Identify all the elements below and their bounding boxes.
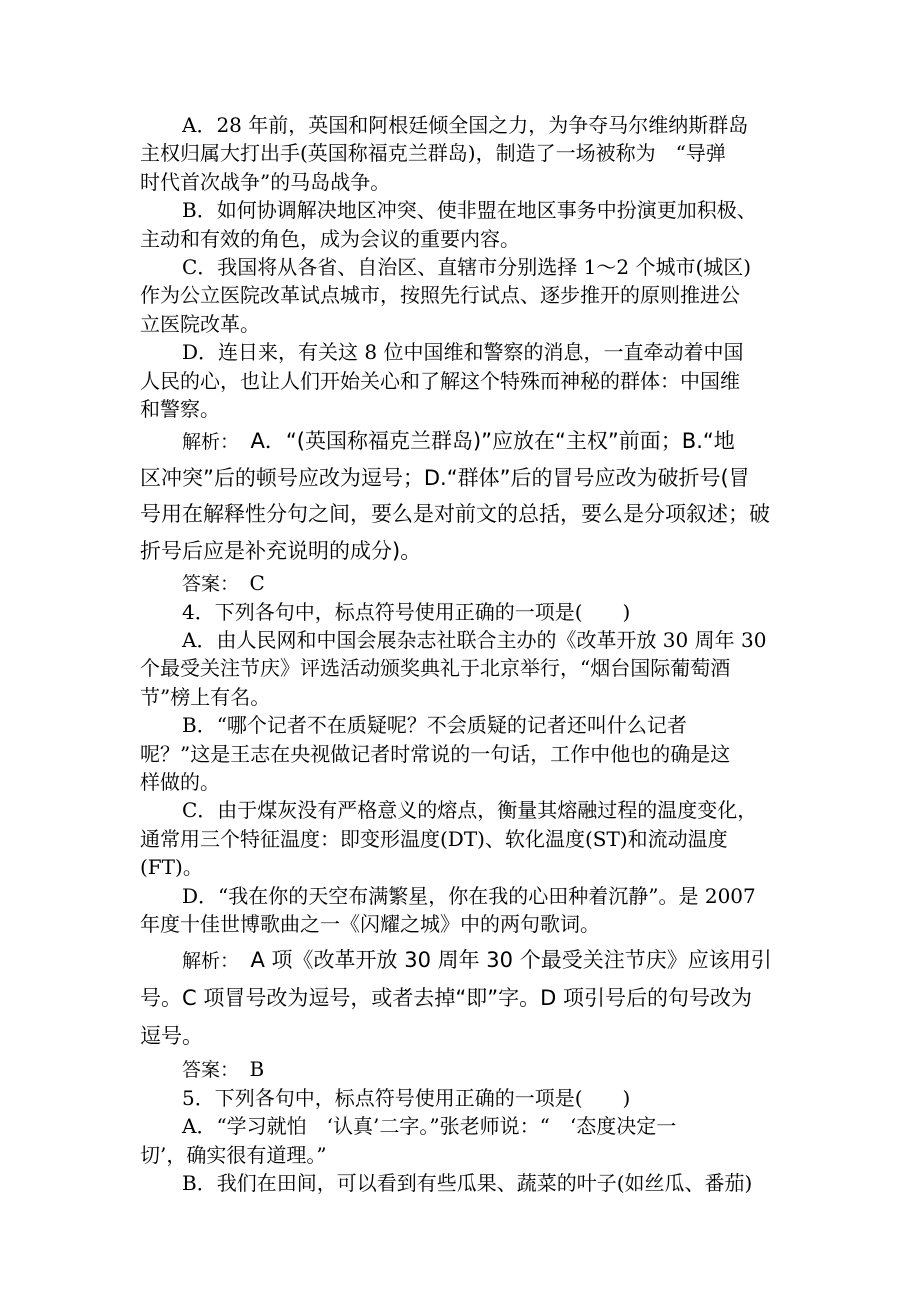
document-body [140,111,790,1197]
analysis-line: 区冲突”后的顿号应改为逗号；D.“群体”后的冒号应改为破折号(冒 [140,465,750,490]
text-line: 主权归属大打出手(英国称福克兰群岛)，制造了一场被称为 “导弹 [140,141,726,166]
q4-answer [140,1055,790,1083]
q3-analysis [140,423,790,569]
analysis-line: 号。C 项冒号改为逗号，或者去掉“即”字。D 项引号后的句号改为 [140,986,752,1011]
analysis-text: A．“(英国称福克兰群岛)”应放在“主权”前面；B.“地 [250,429,735,454]
text-line: C．我国将从各省、自治区、直辖市分别选择 1～2 个城市(城区) [182,254,752,279]
text-line: C．由于煤灰没有严格意义的熔点，衡量其熔融过程的温度变化， [182,798,758,823]
answer-value: B [249,1057,265,1082]
text-line: B．我们在田间，可以看到有些瓜果、蔬菜的叶子(如丝瓜、番茄) [182,1170,753,1195]
text-line: B．如何协调解决地区冲突、使非盟在地区事务中扮演更加积极、 [182,198,757,223]
text-line: B．“哪个记者不在质疑呢？不会质疑的记者还叫什么记者 [182,713,687,738]
analysis-line: 号用在解释性分句之间，要么是对前文的总括，要么是分项叙述；破 [140,502,770,527]
text-line: A．由人民网和中国会展杂志社联合主办的《改革开放 30 周年 30 [182,628,767,653]
text-line: 呢？”这是王志在央视做记者时常说的一句话，工作中他也的确是这 [140,741,731,766]
analysis-label: 解析： [182,431,230,454]
answer-label: 答案： [182,1059,230,1082]
text-line: D．“我在你的天空布满繁星，你在我的心田种着沉静”。是 2007 [182,883,756,908]
q3-option-a [140,111,790,196]
text-line: D．连日来，有关这 8 位中国维和警察的消息，一直牵动着中国 [182,340,744,365]
answer-value: C [249,571,265,596]
q4-option-b [140,711,790,796]
text-line: 样做的。 [140,770,220,795]
analysis-line: 折号后应是补充说明的成分)。 [140,538,422,563]
text-line: 年度十佳世博歌曲之一《闪耀之城》中的两句歌词。 [140,911,600,936]
answer-label: 答案： [182,573,230,596]
q3-answer [140,569,790,597]
q3-option-c [140,253,790,338]
text-line: 人民的心，也让人们开始关心和了解这个特殊而神秘的群体：中国维 [140,368,740,393]
text-line: 作为公立医院改革试点城市，按照先行试点、逐步推开的原则推进公 [140,283,740,308]
text-line: A．“学习就怕 ‘认真’二字。”张老师说：“ ‘态度决定一 [182,1114,677,1139]
q3-option-d [140,338,790,423]
q5-option-a [140,1112,790,1169]
text-line: 主动和有效的角色，成为会议的重要内容。 [140,226,520,251]
q4-stem: 4．下列各句中，标点符号使用正确的一项是( ) [182,599,631,624]
text-line: (FT)。 [140,855,203,880]
text-line: 立医院改革。 [140,311,260,336]
q4-analysis [140,941,790,1055]
text-line: 通常用三个特征温度：即变形温度(DT)、软化温度(ST)和流动温度 [140,826,728,851]
analysis-line [140,941,790,979]
text-line: 节”榜上有名。 [140,684,271,709]
analysis-line [140,423,790,460]
analysis-line: 逗号。 [140,1024,203,1049]
q5-option-b [140,1169,790,1197]
text-line: 切’，确实很有道理。” [140,1142,327,1167]
q4-option-a [140,626,790,711]
text-line: 和警察。 [140,396,220,421]
q4-option-d [140,882,790,939]
analysis-label: 解析： [182,950,230,973]
q4-option-c [140,796,790,881]
text-line: 时代首次战争”的马岛战争。 [140,169,391,194]
text-line: A．28 年前，英国和阿根廷倾全国之力，为争夺马尔维纳斯群岛 [182,113,749,137]
q3-option-b [140,196,790,253]
text-line: 个最受关注节庆》评选活动颁奖典礼于北京举行，“烟台国际葡萄酒 [140,656,731,681]
q5-stem: 5．下列各句中，标点符号使用正确的一项是( ) [182,1085,631,1110]
analysis-text: A 项《改革开放 30 周年 30 个最受关注节庆》应该用引 [250,948,772,973]
